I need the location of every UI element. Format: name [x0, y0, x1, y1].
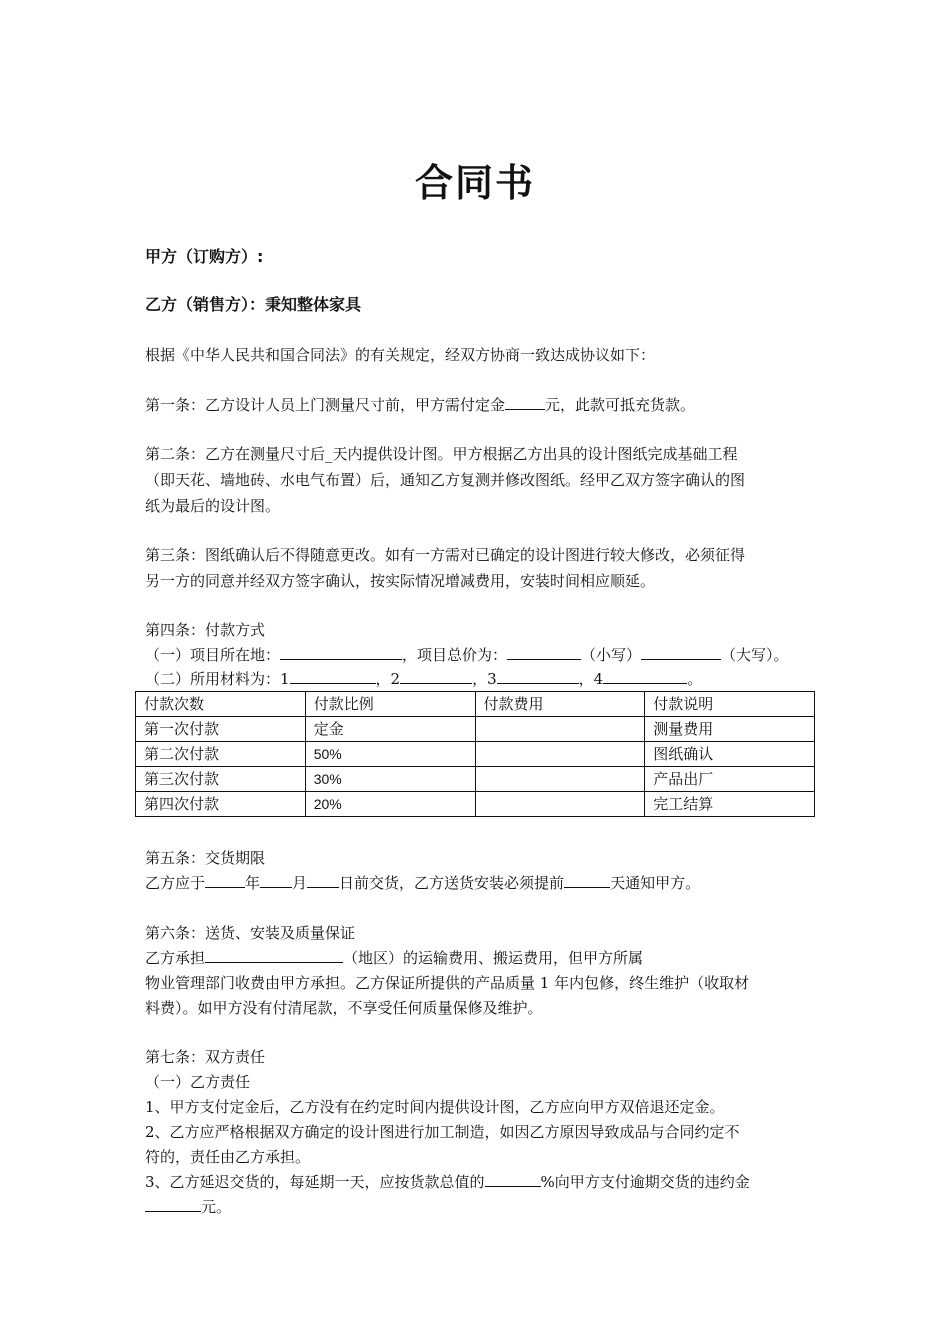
region-blank[interactable] — [205, 945, 343, 963]
table-cell: 完工结算 — [645, 792, 815, 817]
delivery-prefix: 乙方应于 — [145, 874, 206, 892]
project-location-blank[interactable] — [280, 642, 402, 660]
table-cell: 20% — [305, 792, 475, 817]
uppercase-label: （大写）。 — [721, 646, 789, 664]
penalty-suffix: 元。 — [201, 1198, 232, 1216]
article-2-line-3: 纸为最后的设计图。 — [145, 497, 281, 515]
delivery-month-blank[interactable] — [260, 870, 292, 888]
material-2-label: ，2 — [375, 670, 401, 688]
article-5-line — [145, 870, 700, 896]
year-label: 年 — [245, 874, 261, 892]
header-cell: 付款说明 — [645, 692, 815, 717]
materials-end: 。 — [687, 670, 703, 688]
table-cell: 测量费用 — [645, 717, 815, 742]
penalty-middle: %向甲方支付逾期交货的违约金 — [540, 1173, 750, 1191]
article-2-line-1: 第二条：乙方在测量尺寸后_天内提供设计图。甲方根据乙方出具的设计图纸完成基础工程 — [145, 445, 738, 463]
material-1-blank[interactable] — [290, 666, 376, 684]
header-cell: 付款次数 — [136, 692, 306, 717]
payment-table — [135, 691, 815, 817]
table-cell: 第一次付款 — [136, 717, 306, 742]
article-1-text-pre: 第一条：乙方设计人员上门测量尺寸前，甲方需付定金 — [145, 396, 506, 414]
month-label: 月 — [292, 874, 308, 892]
delivery-middle: 日前交货，乙方送货安装必须提前 — [339, 874, 565, 892]
project-location-label: （一）项目所在地： — [145, 646, 281, 664]
article-7-heading: 第七条：双方责任 — [145, 1048, 266, 1066]
region-suffix: （地区）的运输费用、搬运费用，但甲方所属 — [343, 949, 644, 967]
table-row — [136, 767, 815, 792]
project-total-label: ，项目总价为： — [402, 646, 508, 664]
table-cell-empty[interactable] — [475, 717, 645, 742]
table-cell-empty[interactable] — [475, 767, 645, 792]
penalty-percent-blank[interactable] — [485, 1169, 541, 1187]
article-7-item-2-line-2: 符的，责任由乙方承担。 — [145, 1148, 311, 1166]
table-cell-empty[interactable] — [475, 792, 645, 817]
article-2-line-2: （即天花、墙地砖、水电气布置）后，通知乙方复测并修改图纸。经甲乙双方签字确认的图 — [145, 471, 746, 489]
article-7-item-2-line-1: 2、乙方应严格根据双方确定的设计图进行加工制造，如因乙方原因导致成品与合同约定不 — [145, 1123, 740, 1141]
article-3-line-1: 第三条：图纸确认后不得随意更改。如有一方需对已确定的设计图进行较大修改，必须征得 — [145, 546, 746, 564]
table-cell: 第二次付款 — [136, 742, 306, 767]
header-cell: 付款比例 — [305, 692, 475, 717]
penalty-prefix: 3、乙方延迟交货的，每延期一天，应按货款总值的 — [145, 1173, 485, 1191]
table-cell: 图纸确认 — [645, 742, 815, 767]
article-4-heading: 第四条：付款方式 — [145, 621, 266, 639]
table-cell-empty[interactable] — [475, 742, 645, 767]
article-6-line-3: 料费）。如甲方没有付清尾款，不享受任何质量保修及维护。 — [145, 999, 543, 1017]
table-row — [136, 792, 815, 817]
penalty-amount-blank[interactable] — [145, 1194, 201, 1212]
total-lowercase-blank[interactable] — [507, 642, 581, 660]
party-b-line: 乙方（销售方）：秉知整体家具 — [145, 295, 362, 314]
bear-label: 乙方承担 — [145, 949, 206, 967]
material-3-label: ，3 — [472, 670, 497, 688]
material-4-label: ，4 — [578, 670, 604, 688]
article-7-item-1: 1、甲方支付定金后，乙方没有在约定时间内提供设计图，乙方应向甲方双倍退还定金。 — [145, 1098, 725, 1116]
total-uppercase-blank[interactable] — [641, 642, 721, 660]
table-row — [136, 717, 815, 742]
header-cell: 付款费用 — [475, 692, 645, 717]
table-cell: 第四次付款 — [136, 792, 306, 817]
article-5-heading: 第五条：交货期限 — [145, 849, 266, 867]
article-6-heading: 第六条：送货、安装及质量保证 — [145, 924, 356, 942]
page-title: 合同书 — [414, 161, 535, 205]
notice-days-blank[interactable] — [564, 870, 610, 888]
article-7-item-3-line-1 — [145, 1169, 750, 1195]
article-4-project-line — [145, 642, 789, 668]
delivery-year-blank[interactable] — [205, 870, 245, 888]
materials-label: （二）所用材料为：1 — [145, 670, 290, 688]
deposit-amount-blank[interactable] — [505, 392, 545, 410]
article-7-item-3-line-2 — [145, 1194, 231, 1220]
party-a-line: 甲方（订购方）: — [145, 247, 264, 266]
lowercase-label: （小写） — [581, 646, 642, 664]
article-7-subheading: （一）乙方责任 — [145, 1073, 251, 1091]
table-row — [136, 742, 815, 767]
article-6-line-1 — [145, 945, 643, 971]
table-cell: 产品出厂 — [645, 767, 815, 792]
table-cell: 定金 — [305, 717, 475, 742]
article-4-materials-line — [145, 666, 702, 692]
material-4-blank[interactable] — [603, 666, 687, 684]
article-1 — [145, 392, 695, 418]
article-3-line-2: 另一方的同意并经双方签字确认，按实际情况增减费用，安装时间相应顺延。 — [145, 572, 656, 590]
table-cell: 50% — [305, 742, 475, 767]
intro-paragraph: 根据《中华人民共和国合同法》的有关规定，经双方协商一致达成协议如下： — [145, 346, 656, 364]
material-2-blank[interactable] — [400, 666, 472, 684]
delivery-day-blank[interactable] — [307, 870, 339, 888]
table-cell: 30% — [305, 767, 475, 792]
article-6-line-2: 物业管理部门收费由甲方承担。乙方保证所提供的产品质量 1 年内包修，终生维护（收取材 — [145, 974, 750, 992]
material-3-blank[interactable] — [497, 666, 579, 684]
delivery-suffix: 天通知甲方。 — [610, 874, 701, 892]
table-cell: 第三次付款 — [136, 767, 306, 792]
article-1-text-post: 元，此款可抵充货款。 — [545, 396, 696, 414]
table-header-row — [136, 692, 815, 717]
